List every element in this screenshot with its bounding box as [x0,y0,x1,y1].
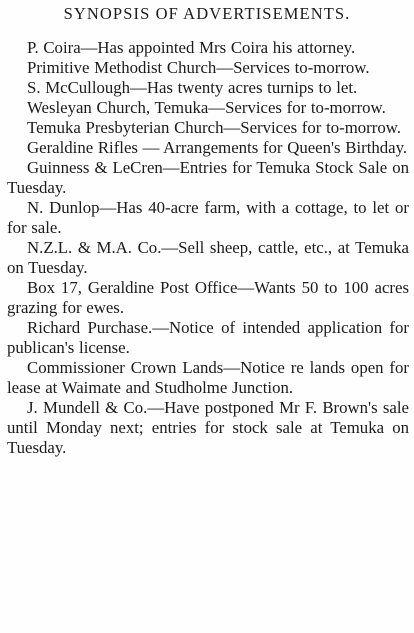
advertisement-entry: Commissioner Crown Lands—Notice re lands open for lease at Waimate and Studholme Junction. [7,358,409,397]
advertisement-entry: Geraldine Rifles — Arrangements for Queen's Birthday. [27,138,408,157]
advertisement-entry: Temuka Presbyterian Church—Services for to-morrow. [27,118,401,137]
advertisement-entry: Richard Purchase.—Notice of intended application for publican's license. [7,318,409,357]
advertisement-entry: N.Z.L. & M.A. Co.—Sell sheep, cattle, etc., at Temuka on Tuesday. [7,238,409,277]
advertisement-entry: J. Mundell & Co.—Have postponed Mr F. Brown's sale until Monday next; entries for stock sale at Temuka on Tuesday. [7,398,409,457]
advertisement-entry: S. McCullough—Has twenty acres turnips to let. [27,78,358,97]
synopsis-heading: SYNOPSIS OF ADVERTISEMENTS. [63,4,351,23]
advertisement-entry: P. Coira—Has appointed Mrs Coira his attorney. [27,38,356,57]
advertisement-entry: Wesleyan Church, Temuka—Services for to-morrow. [27,98,386,117]
advertisement-entry: Primitive Methodist Church—Services to-morrow. [27,58,370,77]
advertisement-entry: N. Dunlop—Has 40-acre farm, with a cottage, to let or for sale. [7,198,409,237]
advertisement-entry: Guinness & LeCren—Entries for Temuka Stock Sale on Tuesday. [7,158,409,197]
advertisement-list [7,38,409,458]
advertisement-entry: Box 17, Geraldine Post Office—Wants 50 to 100 acres grazing for ewes. [7,278,409,317]
